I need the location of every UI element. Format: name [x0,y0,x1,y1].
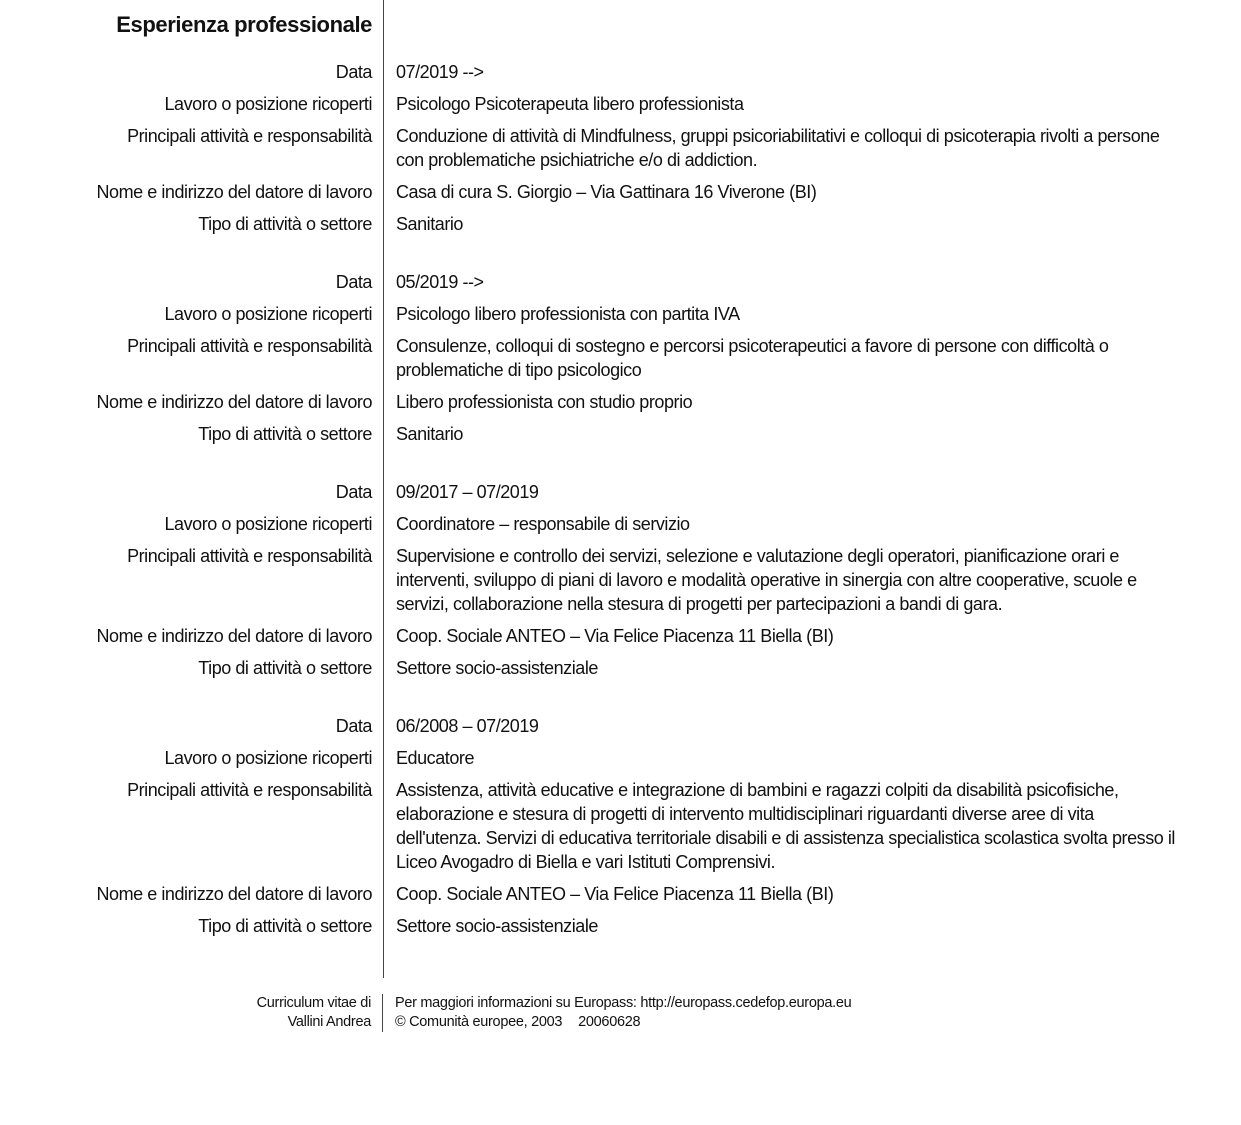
sector-value: Sanitario [396,424,463,444]
sector-value: Settore socio-assistenziale [396,658,598,678]
date-label: Data [335,62,372,82]
date-value: 07/2019 --> [396,62,484,82]
section-title: Esperienza professionale [116,12,372,37]
footer-owner-name: Vallini Andrea [287,1014,371,1030]
position-label: Lavoro o posizione ricoperti [164,94,372,114]
experience-entry [0,270,1241,446]
date-label: Data [335,272,372,292]
sector-label: Tipo di attività o settore [198,214,372,234]
activities-value: Conduzione di attività di Mindfulness, gruppi psicoriabilitativi e colloqui di psicoterapia rivolti a persone con problematiche psichiatriche e/o di addiction. [396,126,1160,170]
position-value: Psicologo libero professionista con partita IVA [396,304,740,324]
position-row [0,92,1241,116]
sector-row [0,914,1241,938]
employer-label: Nome e indirizzo del datore di lavoro [96,182,372,202]
employer-label: Nome e indirizzo del datore di lavoro [96,884,372,904]
position-row [0,746,1241,770]
footer-info-link: Per maggiori informazioni su Europass: http://europass.cedefop.europa.eu [395,995,852,1011]
date-value: 09/2017 – 07/2019 [396,482,539,502]
activities-row [0,778,1241,874]
date-row [0,714,1241,738]
employer-row [0,180,1241,204]
activities-label: Principali attività e responsabilità [127,546,372,566]
footer-cv-owner [257,994,371,1032]
position-value: Educatore [396,748,475,768]
sector-row [0,212,1241,236]
footer-divider [382,994,383,1032]
activities-row [0,334,1241,382]
activities-row [0,544,1241,616]
experience-entry [0,60,1241,236]
position-row [0,512,1241,536]
employer-label: Nome e indirizzo del datore di lavoro [96,392,372,412]
activities-label: Principali attività e responsabilità [127,336,372,356]
date-row [0,480,1241,504]
position-label: Lavoro o posizione ricoperti [164,748,372,768]
sector-label: Tipo di attività o settore [198,658,372,678]
date-value: 05/2019 --> [396,272,484,292]
sector-label: Tipo di attività o settore [198,424,372,444]
footer-cv-label: Curriculum vitae di [256,995,371,1011]
activities-label: Principali attività e responsabilità [127,780,372,800]
employer-row [0,882,1241,906]
employer-value: Casa di cura S. Giorgio – Via Gattinara 16 Viverone (BI) [396,182,817,202]
position-label: Lavoro o posizione ricoperti [164,304,372,324]
activities-value: Consulenze, colloqui di sostegno e percorsi psicoterapeutici a favore di persone con difficoltà o problematiche di tipo psicologico [396,336,1109,380]
date-label: Data [335,716,372,736]
activities-row [0,124,1241,172]
employer-value: Libero professionista con studio proprio [396,392,693,412]
activities-value: Assistenza, attività educative e integrazione di bambini e ragazzi colpiti da disabilità psicofisiche, elaborazione e stesura di progetti di intervento multidisciplinari riguardanti diverse aree di vita dell'utenza. Servizi di educativa territoriale disabili e di assistenza specialistica scolastica svolta presso il Liceo Avogadro di Biella e vari Istituti Comprensivi. [396,780,1175,872]
date-row [0,270,1241,294]
footer-code: 20060628 [578,1014,641,1030]
employer-row [0,390,1241,414]
date-row [0,60,1241,84]
experience-entry [0,480,1241,680]
employer-label: Nome e indirizzo del datore di lavoro [96,626,372,646]
employer-value: Coop. Sociale ANTEO – Via Felice Piacenza 11 Biella (BI) [396,626,834,646]
sector-row [0,656,1241,680]
date-label: Data [335,482,372,502]
position-value: Coordinatore – responsabile di servizio [396,514,690,534]
position-label: Lavoro o posizione ricoperti [164,514,372,534]
position-value: Psicologo Psicoterapeuta libero professionista [396,94,744,114]
date-value: 06/2008 – 07/2019 [396,716,539,736]
activities-label: Principali attività e responsabilità [127,126,372,146]
sector-value: Sanitario [396,214,463,234]
footer-copyright: © Comunità europee, 2003 [395,1014,563,1030]
experience-entry [0,714,1241,938]
sector-label: Tipo di attività o settore [198,916,372,936]
employer-row [0,624,1241,648]
experience-list [0,60,1241,972]
position-row [0,302,1241,326]
footer-europass-info [395,994,851,1032]
footer-copyright-line [395,1013,851,1032]
employer-value: Coop. Sociale ANTEO – Via Felice Piacenza 11 Biella (BI) [396,884,834,904]
sector-value: Settore socio-assistenziale [396,916,598,936]
activities-value: Supervisione e controllo dei servizi, selezione e valutazione degli operatori, pianificazione orari e interventi, sviluppo di piani di lavoro e modalità operative in sinergia con altre cooperative, scuole e servizi, collaborazione nella stesura di progetti per partecipazioni a bandi di gara. [396,546,1137,614]
sector-row [0,422,1241,446]
